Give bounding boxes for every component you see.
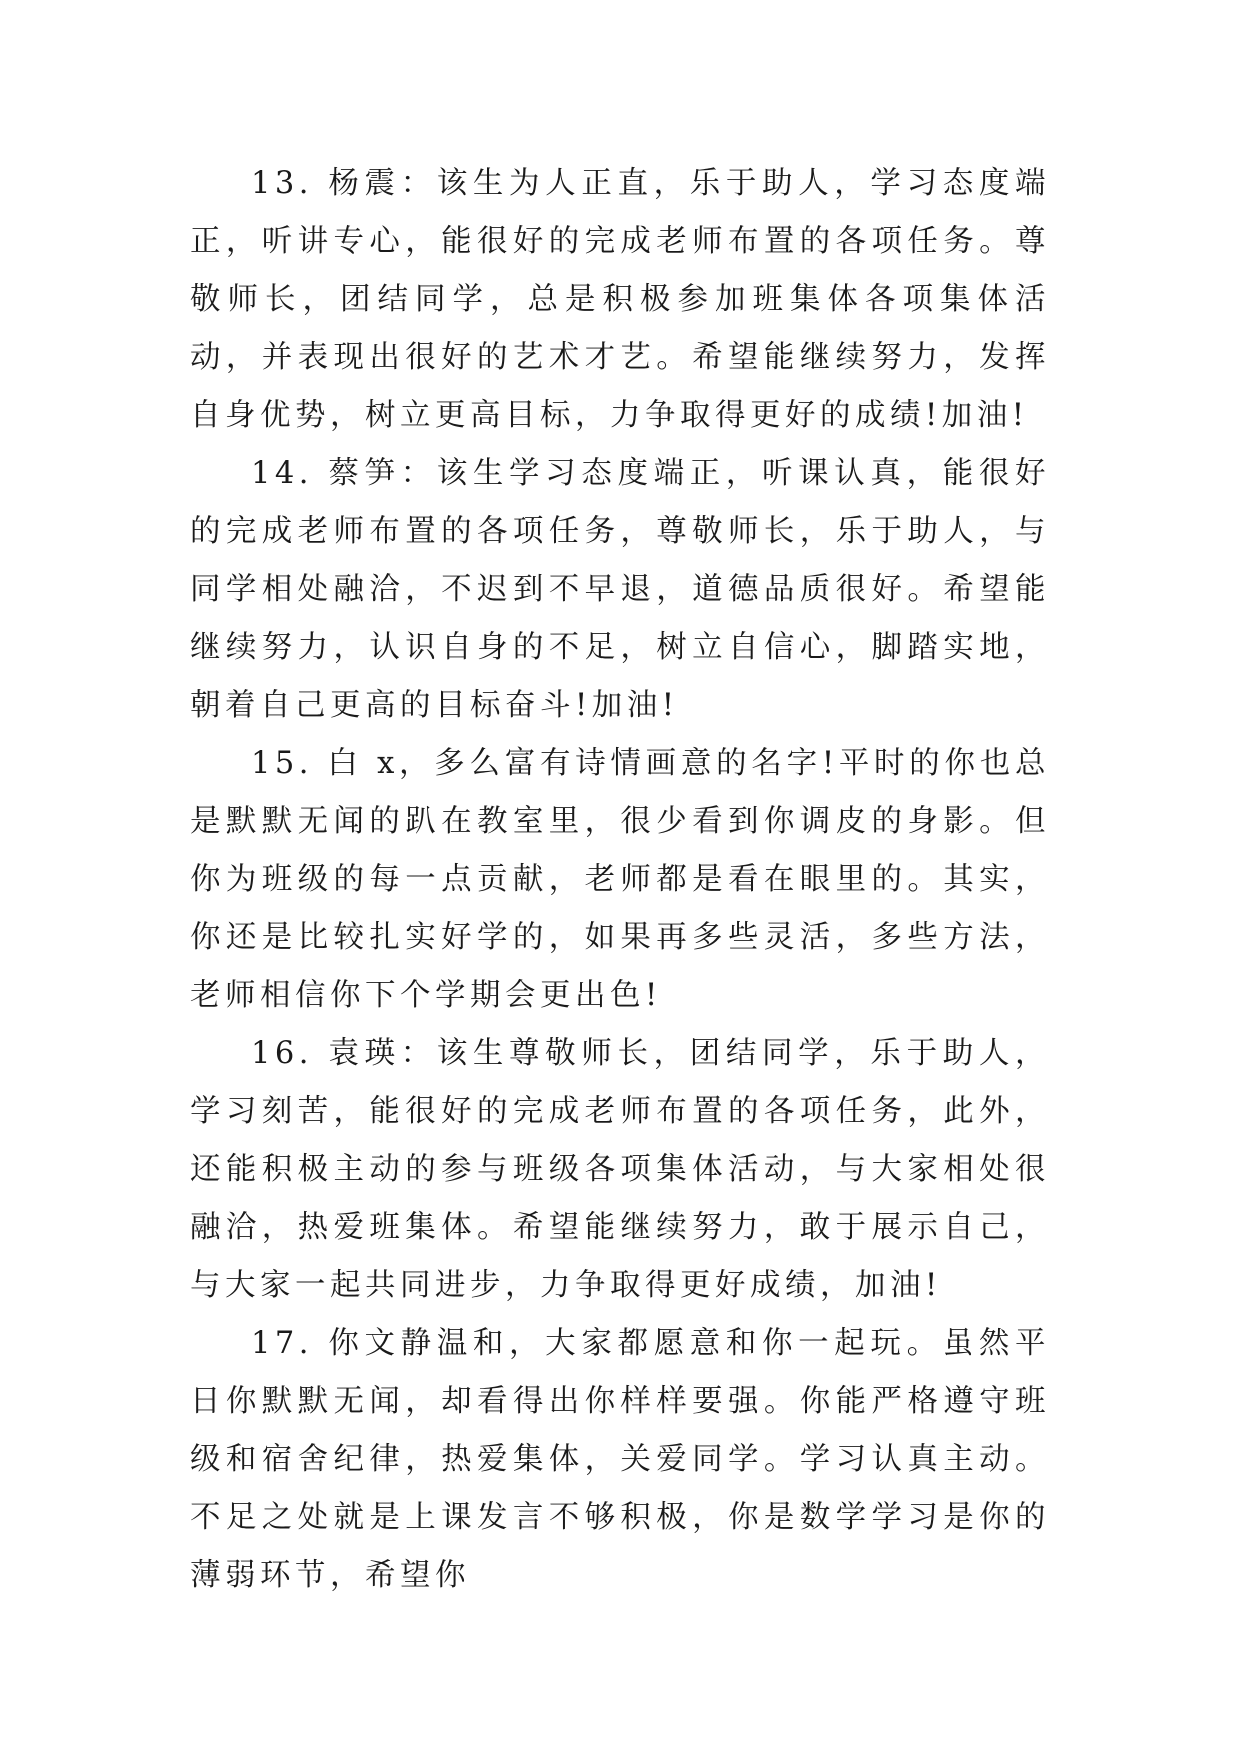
paragraph-16: 16. 袁瑛：该生尊敬师长，团结同学，乐于助人，学习刻苦，能很好的完成老师布置的各项任务，此外，还能积极主动的参与班级各项集体活动，与大家相处很融洽，热爱班集体。希望能继续努力，敢于展示自己，与大家一起共同进步，力争取得更好成绩，加油! <box>190 1036 1050 1303</box>
document-body <box>190 155 1050 1605</box>
paragraph-15: 15. 白 x，多么富有诗情画意的名字!平时的你也总是默默无闻的趴在教室里，很少看到你调皮的身影。但你为班级的每一点贡献，老师都是看在眼里的。其实，你还是比较扎实好学的，如果再多些灵活，多些方法，老师相信你下个学期会更出色! <box>190 746 1050 1013</box>
paragraph-17: 17. 你文静温和，大家都愿意和你一起玩。虽然平日你默默无闻，却看得出你样样要强。你能严格遵守班级和宿舍纪律，热爱集体，关爱同学。学习认真主动。不足之处就是上课发言不够积极，你是数学学习是你的薄弱环节，希望你 <box>190 1326 1050 1593</box>
paragraph-13: 13. 杨震：该生为人正直，乐于助人，学习态度端正，听讲专心，能很好的完成老师布置的各项任务。尊敬师长，团结同学，总是积极参加班集体各项集体活动，并表现出很好的艺术才艺。希望能继续努力，发挥自身优势，树立更高目标，力争取得更好的成绩!加油! <box>190 166 1050 433</box>
paragraph-14: 14. 蔡笋：该生学习态度端正，听课认真，能很好的完成老师布置的各项任务，尊敬师长，乐于助人，与同学相处融洽，不迟到不早退，道德品质很好。希望能继续努力，认识自身的不足，树立自信心，脚踏实地，朝着自己更高的目标奋斗!加油! <box>190 456 1050 723</box>
